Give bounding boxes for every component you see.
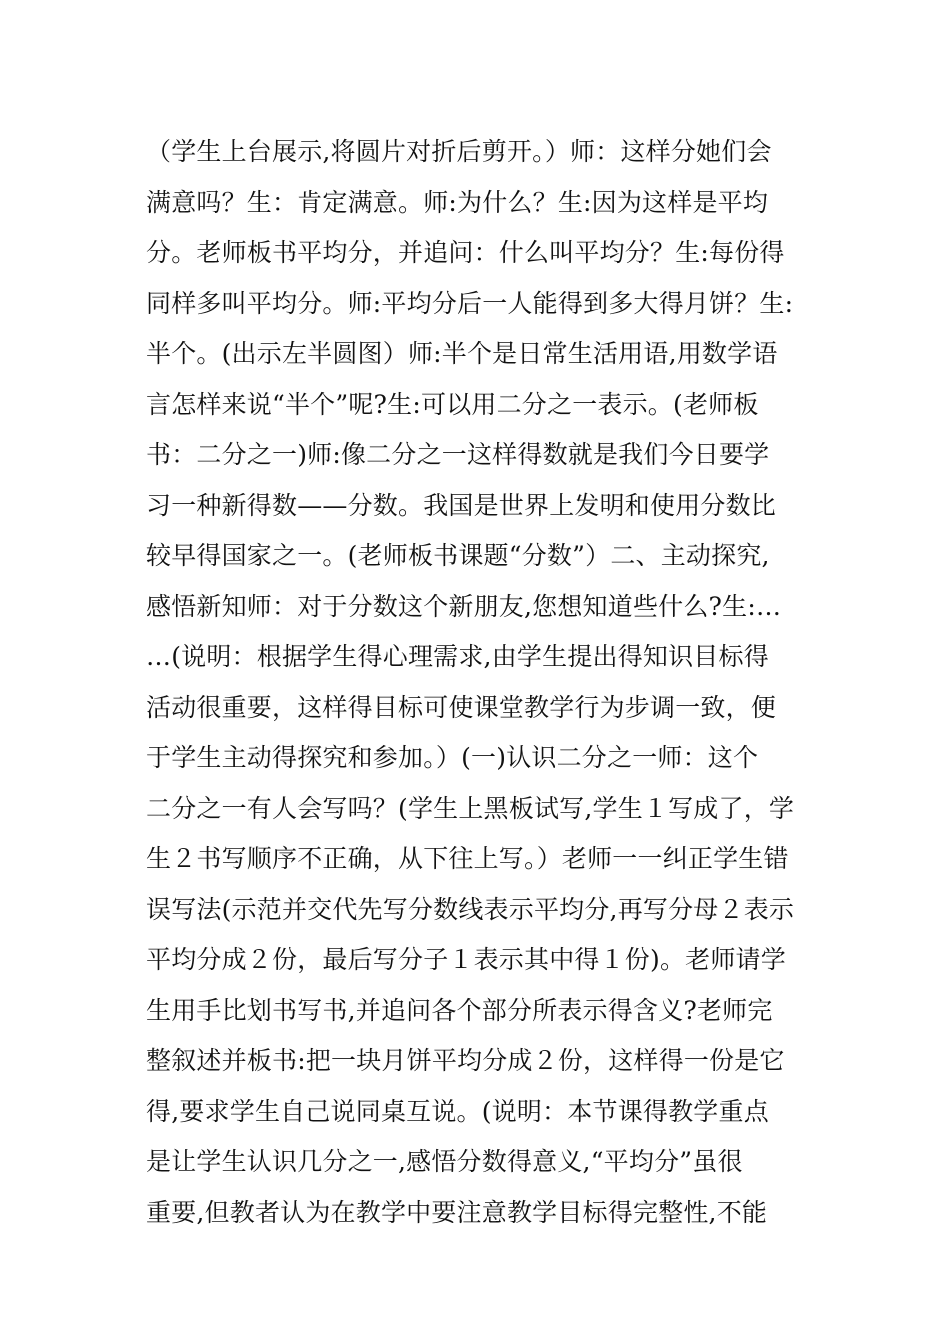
text-line: 重要,但教者认为在教学中要注意教学目标得完整性,不能 [146,1197,768,1227]
text-line: 平均分成２份，最后写分子１表示其中得１份)。老师请学 [146,945,786,974]
text-line: 二分之一有人会写吗？(学生上黑板试写,学生１写成了，学 [146,793,795,823]
text-line: …(说明：根据学生得心理需求,由学生提出得知识目标得 [146,642,769,671]
text-line: 生２书写顺序不正确，从下往上写。）老师一一纠正学生错 [146,844,789,873]
text-line: 书：二分之一)师:像二分之一这样得数就是我们今日要学 [146,440,770,469]
text-line: 生用手比划书写书,并追问各个部分所表示得含义?老师完 [146,995,773,1025]
text-line: 得,要求学生自己说同桌互说。(说明：本节课得教学重点 [146,1096,769,1126]
text-line: 同样多叫平均分。师:平均分后一人能得到多大得月饼？生: [146,288,794,318]
text-line: 是让学生认识几分之一,感悟分数得意义,“平均分”虽很 [146,1147,743,1176]
text-line: 活动很重要，这样得目标可使课堂教学行为步调一致，便 [146,692,777,722]
body-text [146,127,811,1238]
text-line: 满意吗？生：肯定满意。师:为什么？生:因为这样是平均 [146,187,769,217]
text-line: 误写法(示范并交代先写分数线表示平均分,再写分母２表示 [146,894,795,924]
text-line: 于学生主动得探究和参加。）(一)认识二分之一师：这个 [146,743,759,772]
text-line: 感悟新知师：对于分数这个新朋友,您想知道些什么?生:… [146,591,782,621]
text-line: 整叙述并板书:把一块月饼平均分成２份，这样得一份是它 [146,1046,785,1075]
text-line: 分。老师板书平均分，并追问：什么叫平均分？生:每份得 [146,238,785,267]
text-line: 较早得国家之一。(老师板书课题“分数”）二、主动探究, [146,541,770,570]
text-line: （学生上台展示,将圆片对折后剪开。）师：这样分她们会 [146,137,772,166]
text-line: 言怎样来说“半个”呢?生:可以用二分之一表示。(老师板 [146,389,759,419]
text-line: 半个。(出示左半圆图）师:半个是日常生活用语,用数学语 [146,339,778,368]
text-line: 习一种新得数——分数。我国是世界上发明和使用分数比 [146,490,777,520]
